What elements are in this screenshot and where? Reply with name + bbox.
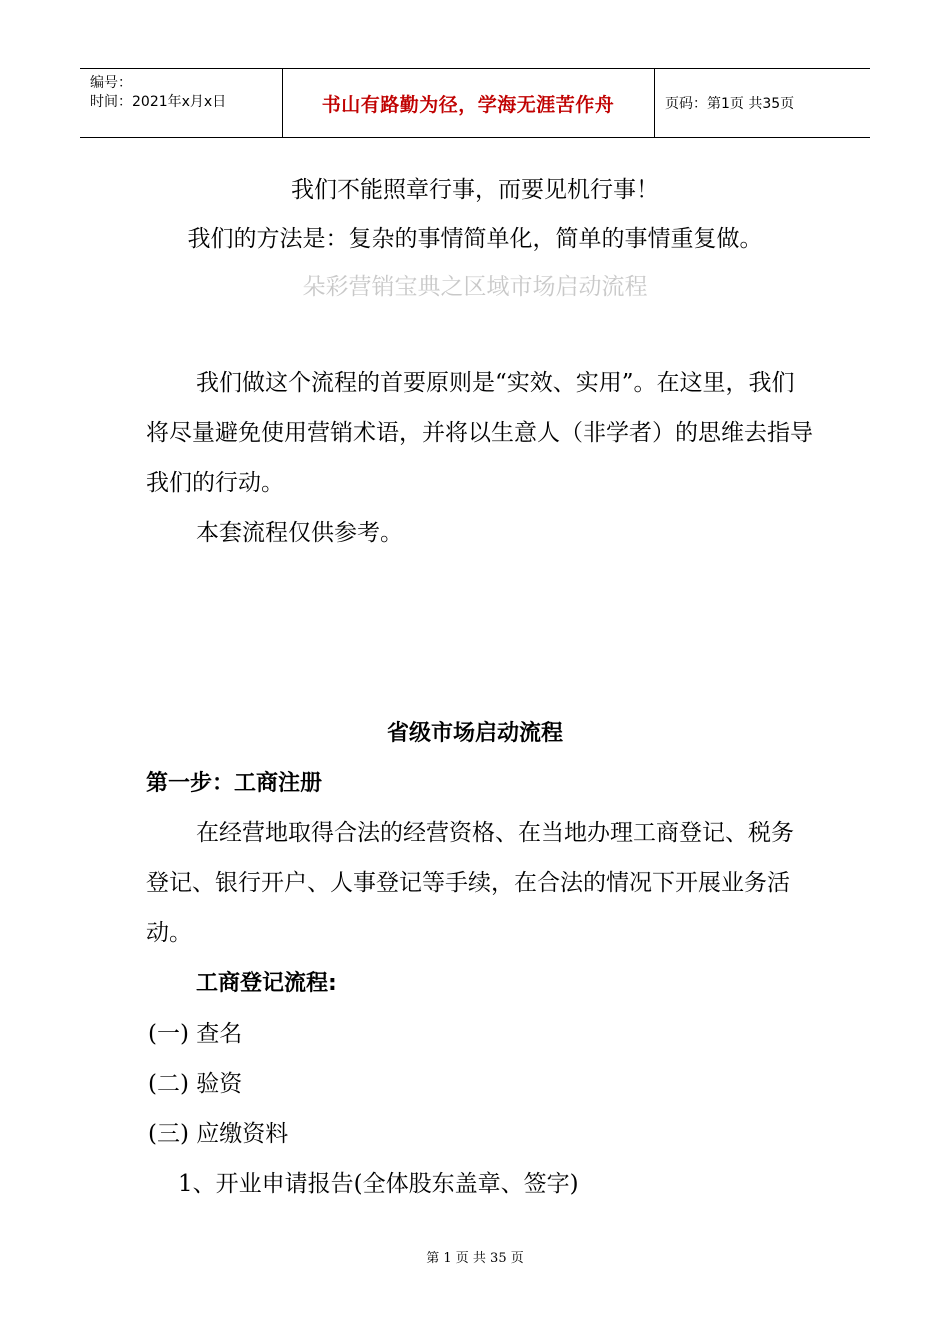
page-info: 页码：第1页 共35页 xyxy=(665,96,795,112)
intro-note: 本套流程仅供参考。 xyxy=(196,520,403,546)
header-meta-cell xyxy=(80,69,283,137)
motto-text: 书山有路勤为径，学海无涯苦作舟 xyxy=(321,93,615,116)
header-table xyxy=(80,68,870,138)
registration-process-title: 工商登记流程: xyxy=(196,971,337,996)
step-1-text: 在经营地取得合法的经营资格、在当地办理工商登记、税务登记、银行开户、人事登记等手续，在合法的情况下开展业务活动。 xyxy=(146,820,794,946)
list-item: (一) 查名 xyxy=(148,1021,243,1047)
document-title: 朵彩营销宝典之区域市场启动流程 xyxy=(302,274,648,300)
time-label: 时间：2021年x月x日 xyxy=(90,94,227,110)
number-label: 编号： xyxy=(90,75,132,91)
header-page-cell xyxy=(655,69,870,137)
slogan-1: 我们不能照章行事，而要见机行事！ xyxy=(291,177,659,203)
slogan-2: 我们的方法是：复杂的事情简单化，简单的事情重复做。 xyxy=(187,226,763,252)
page-footer: 第 1 页 共 35 页 xyxy=(426,1251,524,1266)
list-item: 1、开业申请报告(全体股东盖章、签字) xyxy=(178,1171,579,1197)
intro-paragraph: 我们做这个流程的首要原则是“实效、实用”。在这里，我们将尽量避免使用营销术语，并将以生意人（非学者）的思维去指导我们的行动。 xyxy=(146,370,813,496)
section-title: 省级市场启动流程 xyxy=(386,721,563,746)
step-1-title: 第一步：工商注册 xyxy=(146,771,323,796)
list-item: (三) 应缴资料 xyxy=(148,1121,289,1147)
list-item: (二) 验资 xyxy=(148,1071,243,1097)
header-motto-cell xyxy=(282,69,655,137)
